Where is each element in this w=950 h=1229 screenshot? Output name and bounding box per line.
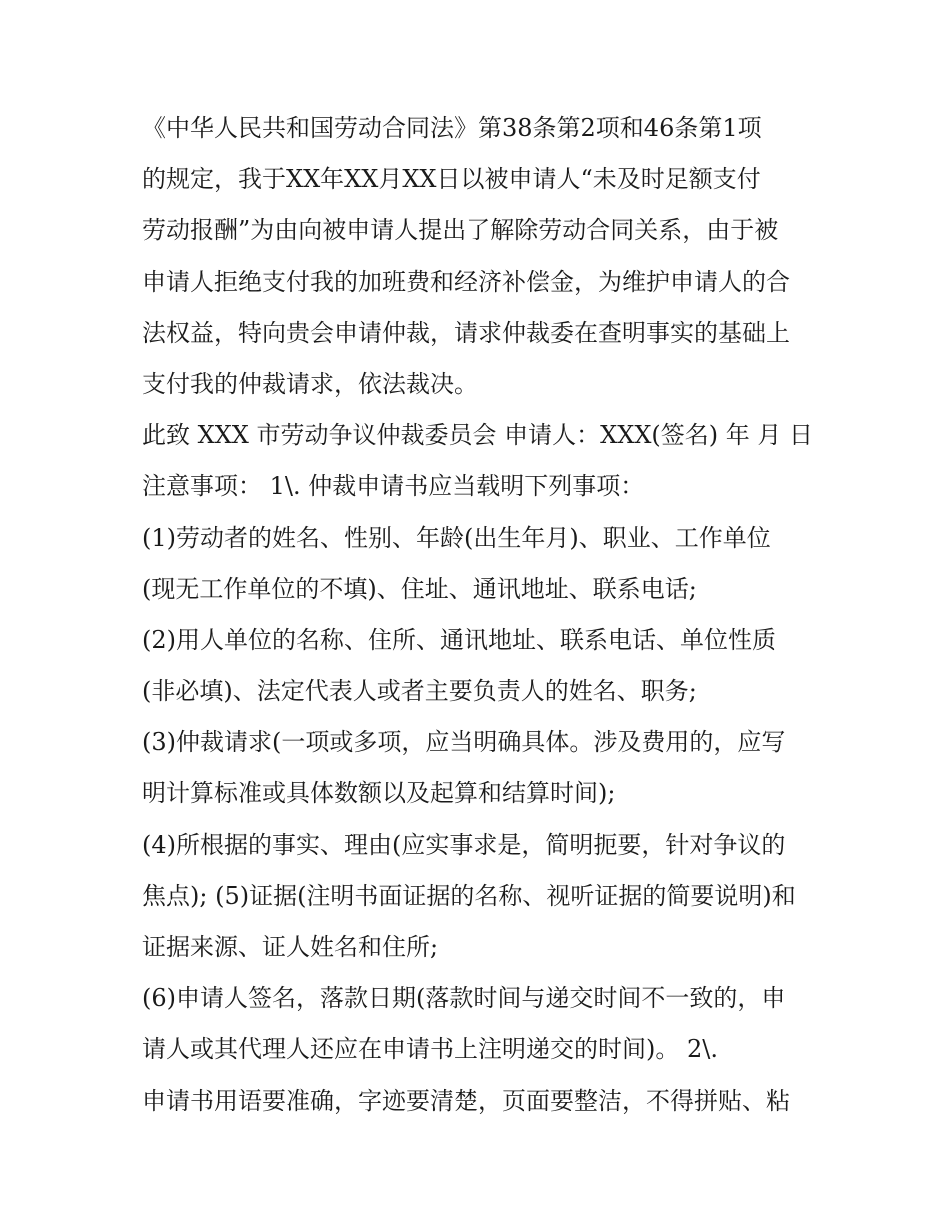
text-line: (3)仲裁请求(一项或多项，应当明确具体。涉及费用的，应写 bbox=[142, 728, 786, 757]
text-line: (6)申请人签名，落款日期(落款时间与递交时间不一致的，申 bbox=[142, 984, 786, 1013]
text-line: 明计算标准或具体数额以及起算和结算时间); bbox=[142, 779, 616, 808]
text-line: (现无工作单位的不填)、住址、通讯地址、联系电话; bbox=[142, 574, 697, 603]
text-line: (2)用人单位的名称、住所、通讯地址、联系电话、单位性质 bbox=[142, 625, 776, 654]
text-line: (1)劳动者的姓名、性别、年龄(出生年月)、职业、工作单位 bbox=[142, 523, 771, 552]
text-line: (4)所根据的事实、理由(应实事求是，简明扼要，针对争议的 bbox=[142, 830, 786, 859]
text-line: 申请书用语要准确，字迹要清楚，页面要整洁，不得拼贴、粘 bbox=[142, 1086, 790, 1115]
text-line: 证据来源、证人姓名和住所; bbox=[142, 933, 439, 961]
text-line: 法权益，特向贵会申请仲裁，请求仲裁委在查明事实的基础上 bbox=[142, 318, 790, 347]
text-line: 请人或其代理人还应在申请书上注明递交的时间)。 2\. bbox=[142, 1035, 718, 1064]
text-line: (非必填)、法定代表人或者主要负责人的姓名、职务; bbox=[142, 677, 697, 706]
text-line: 《中华人民共和国劳动合同法》第38条第2项和46条第1项 bbox=[142, 114, 762, 142]
text-line: 此致 XXX 市劳动争议仲裁委员会 申请人：XXX(签名) 年 月 日 bbox=[142, 421, 814, 450]
text-line: 申请人拒绝支付我的加班费和经济补偿金，为维护申请人的合 bbox=[142, 267, 790, 296]
text-line: 支付我的仲裁请求，依法裁决。 bbox=[142, 369, 478, 398]
text-line: 的规定，我于XX年XX月XX日以被申请人“未及时足额支付 bbox=[142, 165, 761, 194]
document-body bbox=[142, 103, 822, 1127]
text-line: 劳动报酬”为由向被申请人提出了解除劳动合同关系，由于被 bbox=[142, 216, 779, 245]
text-line: 焦点); (5)证据(注明书面证据的名称、视听证据的简要说明)和 bbox=[142, 881, 796, 910]
text-line: 注意事项： 1\. 仲裁申请书应当载明下列事项： bbox=[142, 472, 645, 501]
